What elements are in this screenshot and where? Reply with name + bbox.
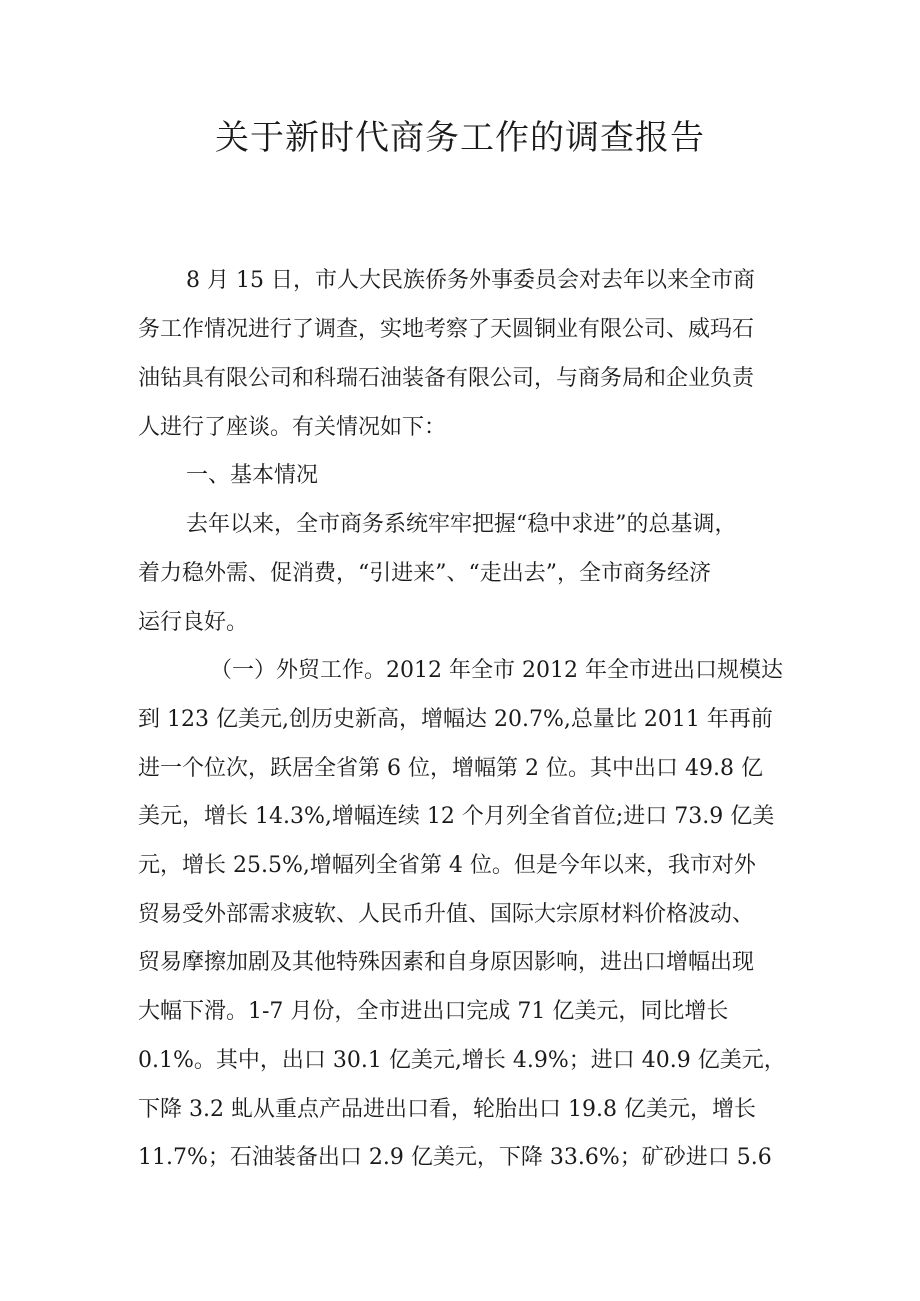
document-title: 关于新时代商务工作的调查报告 (215, 118, 705, 158)
paragraph-line: 人进行了座谈。有关情况如下： (138, 415, 447, 440)
paragraph-line: 0.1%。其中，出口 30.1 亿美元,增长 4.9%；进口 40.9 亿美元， (138, 1048, 786, 1073)
paragraph-line: 贸易摩擦加剧及其他特殊因素和自身原因影响，进出口增幅出现 (138, 950, 755, 975)
paragraph-line: 去年以来，全市商务系统牢牢把握“稳中求进”的总基调， (186, 512, 737, 537)
section-heading: 一、基本情况 (186, 463, 319, 488)
paragraph-line: 美元，增长 14.3%,增幅连续 12 个月列全省首位;进口 73.9 亿美 (138, 804, 775, 829)
subsection-line: （一）外贸工作。2012 年全市 2012 年全市进出口规模达 (210, 658, 783, 683)
paragraph-line: 8 月 15 日，市人大民族侨务外事委员会对去年以来全市商 (186, 268, 755, 293)
paragraph-line: 运行良好。 (138, 610, 249, 635)
paragraph-line: 元，增长 25.5%,增幅列全省第 4 位。但是今年以来，我市对外 (138, 853, 756, 878)
paragraph-line: 贸易受外部需求疲软、人民币升值、国际大宗原材料价格波动、 (138, 902, 755, 927)
paragraph-line: 到 123 亿美元,创历史新高，增幅达 20.7%,总量比 2011 年再前 (138, 707, 773, 732)
paragraph-line: 下降 3.2 虬从重点产品进出口看，轮胎出口 19.8 亿美元，增长 (138, 1097, 756, 1122)
paragraph-line: 油钻具有限公司和科瑞石油装备有限公司，与商务局和企业负责 (138, 366, 755, 391)
paragraph-line: 11.7%；石油装备出口 2.9 亿美元，下降 33.6%；矿砂进口 5.6 (138, 1145, 772, 1170)
paragraph-line: 大幅下滑。1-7 月份，全市进出口完成 71 亿美元，同比增长 (138, 999, 729, 1024)
paragraph-line: 务工作情况进行了调查，实地考察了天圆铜业有限公司、威玛石 (138, 317, 755, 342)
paragraph-line: 进一个位次，跃居全省第 6 位，增幅第 2 位。其中出口 49.8 亿 (138, 756, 763, 781)
paragraph-line: 着力稳外需、促消费，“引进来”、“走出去”，全市商务经济 (138, 561, 711, 586)
